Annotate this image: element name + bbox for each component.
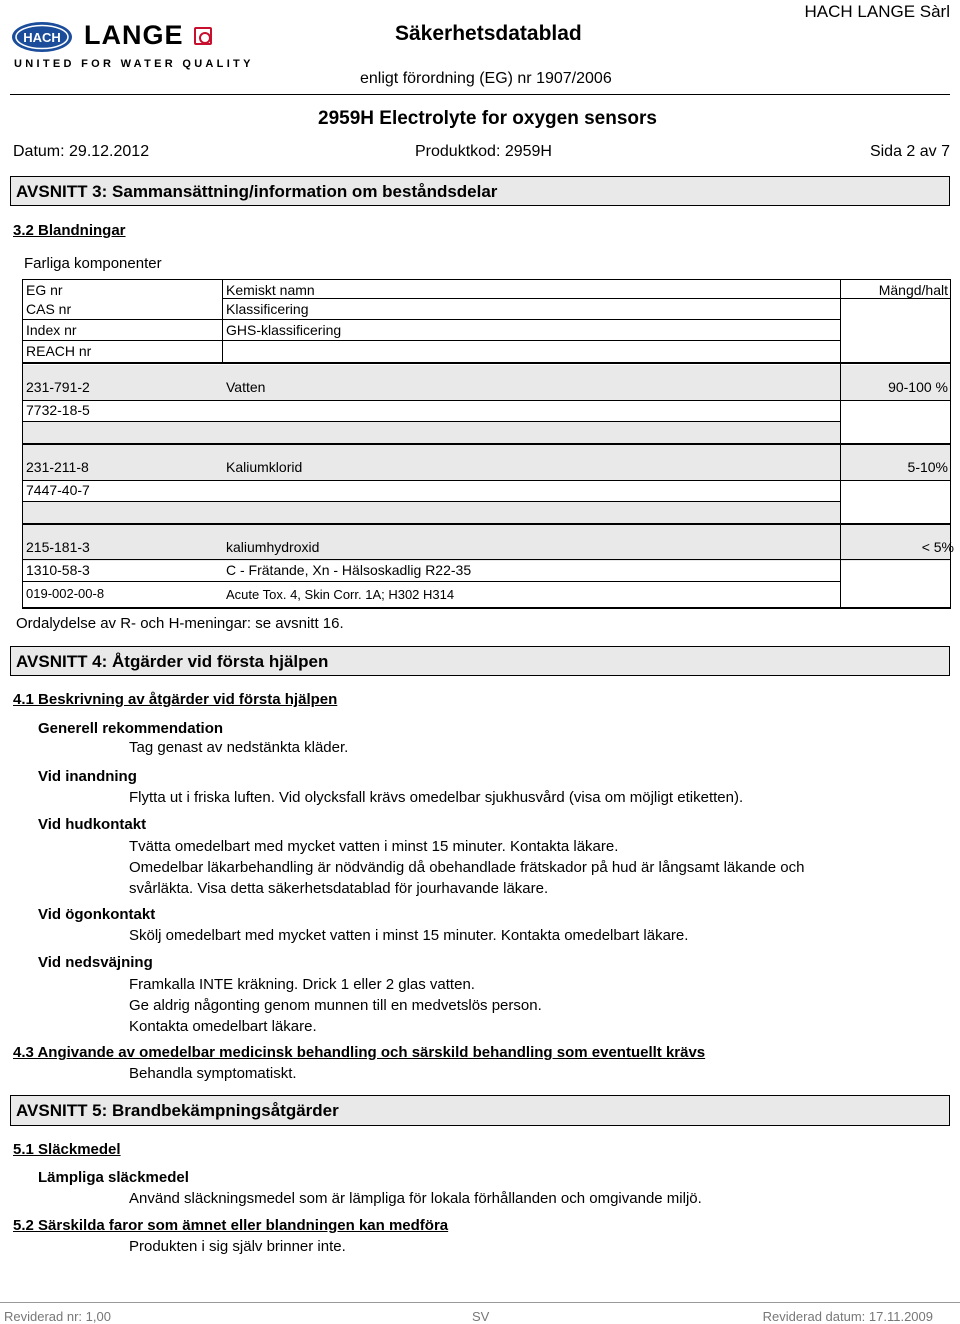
row-1-name: Vatten: [226, 379, 266, 395]
row-3-classification: C - Frätande, Xn - Hälsoskadlig R22-35: [226, 562, 472, 578]
general-recommendation-text: Tag genast av nedstänkta kläder.: [129, 739, 349, 756]
row-2-eg: 231-211-8: [26, 459, 89, 475]
subsection-3-2: 3.2 Blandningar: [13, 222, 126, 239]
regulation: enligt förordning (EG) nr 1907/2006: [360, 70, 612, 87]
row-2-name: Kaliumklorid: [226, 459, 303, 475]
header-chemical-name: Kemiskt namn: [226, 282, 315, 298]
row-3-index: 019-002-00-8: [26, 586, 105, 601]
inhalation-label: Vid inandning: [38, 768, 137, 785]
ingestion-text-3: Kontakta omedelbart läkare.: [129, 1018, 317, 1035]
lange-logo-text: LANGE: [84, 20, 184, 50]
skin-contact-text-3: svårläkta. Visa detta säkerhetsdatablad för jourhavande läkare.: [129, 880, 549, 897]
suitable-extinguishing-label: Lämpliga släckmedel: [38, 1169, 189, 1186]
section-4-header: [10, 646, 950, 676]
header-classification: Klassificering: [226, 301, 309, 317]
row-3-name: kaliumhydroxid: [226, 539, 320, 555]
row-2-cas: 7447-40-7: [26, 482, 90, 498]
section-4-title: AVSNITT 4: Åtgärder vid första hjälpen: [16, 652, 329, 671]
subsection-4-3: 4.3 Angivande av omedelbar medicinsk behandling och särskild behandling som eventuellt krävs: [13, 1044, 706, 1061]
row-3-eg: 215-181-3: [26, 539, 90, 555]
subsection-5-1: 5.1 Släckmedel: [13, 1141, 121, 1158]
row-1-eg: 231-791-2: [26, 379, 90, 395]
header-eg-nr: EG nr: [26, 282, 63, 298]
header-reach-nr: REACH nr: [26, 343, 92, 359]
row-1-amount: 90-100 %: [888, 379, 948, 395]
product-code: Produktkod: 2959H: [415, 143, 552, 160]
document-title: Säkerhetsdatablad: [395, 22, 582, 45]
subsection-5-2-text: Produkten i sig själv brinner inte.: [129, 1238, 346, 1255]
page-number: Sida 2 av 7: [869, 143, 950, 160]
revision-date: Reviderad datum: 17.11.2009: [762, 1309, 933, 1324]
section-3-title: AVSNITT 3: Sammansättning/information om beståndsdelar: [16, 182, 498, 201]
subsection-4-3-text: Behandla symptomatiskt.: [129, 1065, 297, 1082]
tagline: UNITED FOR WATER QUALITY: [14, 58, 254, 70]
section-5-header: [10, 1095, 950, 1126]
svg-text:HACH: HACH: [23, 30, 61, 45]
r-h-phrases-note: Ordalydelse av R- och H-meningar: se avsnitt 16.: [16, 615, 344, 632]
eye-contact-label: Vid ögonkontakt: [38, 906, 156, 923]
skin-contact-text-1: Tvätta omedelbart med mycket vatten i minst 15 minuter. Kontakta läkare.: [129, 838, 619, 855]
ingestion-text-1: Framkalla INTE kräkning. Drick 1 eller 2 glas vatten.: [129, 976, 475, 993]
lange-logo-mark: [194, 27, 212, 45]
general-recommendation-label: Generell rekommendation: [38, 720, 224, 737]
row-1-cas: 7732-18-5: [26, 402, 90, 418]
row-3-cas: 1310-58-3: [26, 562, 90, 578]
header-index-nr: Index nr: [26, 322, 77, 338]
subsection-4-1: 4.1 Beskrivning av åtgärder vid första hjälpen: [13, 691, 338, 708]
footer-divider: [0, 1302, 960, 1303]
section-5-title: AVSNITT 5: Brandbekämpningsåtgärder: [16, 1101, 339, 1120]
header-amount: Mängd/halt: [878, 282, 948, 298]
hach-logo: [11, 21, 73, 53]
subsection-5-2: 5.2 Särskilda faror som ämnet eller blandningen kan medföra: [13, 1217, 449, 1234]
language-code: SV: [472, 1309, 490, 1324]
revision-number: Reviderad nr: 1,00: [4, 1309, 111, 1324]
header-ghs-classification: GHS-klassificering: [226, 322, 342, 338]
header-divider: [10, 94, 950, 95]
ingestion-text-2: Ge aldrig någonting genom munnen till en medvetslös person.: [129, 997, 542, 1014]
section-3-header: [10, 176, 950, 206]
header-cas-nr: CAS nr: [26, 301, 72, 317]
skin-contact-label: Vid hudkontakt: [38, 816, 147, 833]
row-3-ghs: Acute Tox. 4, Skin Corr. 1A; H302 H314: [226, 587, 455, 602]
product-name: 2959H Electrolyte for oxygen sensors: [318, 108, 657, 129]
row-3-amount: < 5%: [921, 539, 954, 555]
skin-contact-text-2: Omedelbar läkarbehandling är nödvändig då obehandlade frätskador på hud är långsamt läkande och: [129, 859, 805, 876]
row-2-amount: 5-10%: [907, 459, 948, 475]
document-date: Datum: 29.12.2012: [13, 143, 150, 160]
company-name: HACH LANGE Sàrl: [804, 2, 950, 21]
ingestion-label: Vid nedsväjning: [38, 954, 153, 971]
eye-contact-text: Skölj omedelbart med mycket vatten i minst 15 minuter. Kontakta omedelbart läkare.: [129, 927, 689, 944]
inhalation-text: Flytta ut i friska luften. Vid olycksfall krävs omedelbar sjukhusvård (visa om möjligt etiketten).: [129, 789, 744, 806]
suitable-extinguishing-text: Använd släckningsmedel som är lämpliga för lokala förhållanden och omgivande miljö.: [129, 1190, 702, 1207]
table-title: Farliga komponenter: [24, 255, 162, 272]
